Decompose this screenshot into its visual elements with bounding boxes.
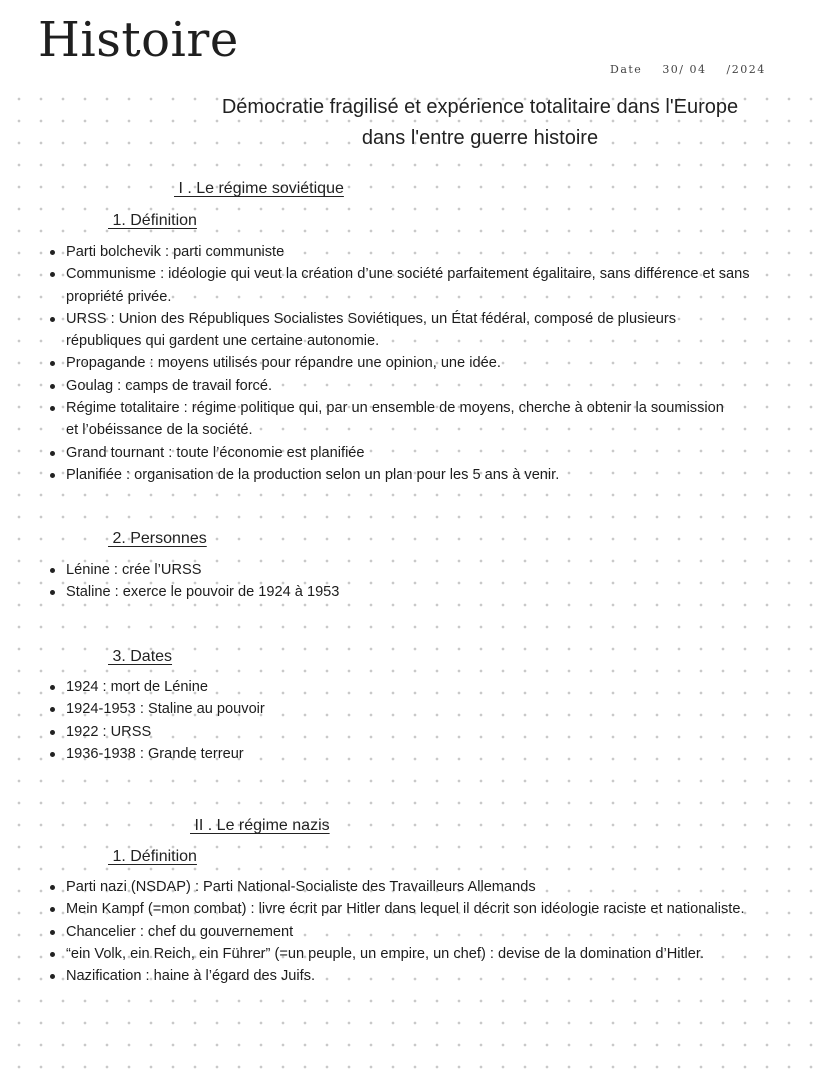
bullet-icon [50, 752, 55, 757]
section-2-definition-heading: 1. Définition [108, 848, 197, 865]
list-item: Régime totalitaire : régime politique qui, par un ensemble de moyens, cherche à obtenir la soumission et l’obéissance de la société. [50, 397, 795, 442]
bullet-icon [50, 952, 55, 957]
bullet-icon [50, 590, 55, 595]
section-2-title: II . Le régime nazis [190, 817, 330, 834]
list-item: URSS : Union des Républiques Socialistes Soviétiques, un État fédéral, composé de plusieurs républiques qui gardent une certaine autonomie. [50, 308, 795, 353]
page-title: Histoire [38, 12, 239, 68]
bullet-icon [50, 930, 55, 935]
list-item: Parti nazi (NSDAP) : Parti National-Socialiste des Travailleurs Allemands [50, 876, 795, 898]
list-item: Planifiée : organisation de la production selon un plan pour les 5 ans à venir. [50, 464, 795, 486]
list-item: Propagande : moyens utilisés pour répandre une opinion, une idée. [50, 352, 795, 374]
list-item: Nazification : haine à l’égard des Juifs. [50, 965, 795, 987]
bullet-icon [50, 250, 55, 255]
list-item: Parti bolchevik : parti communiste [50, 241, 795, 263]
date-label: Date [610, 63, 643, 76]
section-1-dates-heading: 3. Dates [108, 648, 173, 665]
list-item: Goulag : camps de travail forcé. [50, 375, 795, 397]
section-1-personnes-list [50, 559, 795, 604]
section-1-definition-heading: 1. Définition [108, 212, 197, 229]
section-1-personnes-heading: 2. Personnes [108, 530, 207, 547]
section-2-definition-list [50, 876, 795, 987]
document-title-line-2: dans l'entre guerre histoire [361, 127, 599, 149]
date-day: 30/ [662, 63, 685, 76]
bullet-icon [50, 568, 55, 573]
date-field [610, 63, 766, 76]
document-title-line-1: Démocratie fragilisé et expérience totalitaire dans l'Europe [221, 96, 739, 118]
bullet-icon [50, 317, 55, 322]
list-item: 1936-1938 : Grande terreur [50, 743, 795, 765]
bullet-icon [50, 406, 55, 411]
bullet-icon [50, 885, 55, 890]
bullet-icon [50, 361, 55, 366]
list-item: Staline : exerce le pouvoir de 1924 à 1953 [50, 581, 795, 603]
bullet-icon [50, 907, 55, 912]
bullet-icon [50, 730, 55, 735]
section-1-title: I . Le régime soviétique [174, 180, 344, 197]
bullet-icon [50, 974, 55, 979]
bullet-icon [50, 707, 55, 712]
list-item: “ein Volk, ein Reich, ein Führer” (=un peuple, un empire, un chef) : devise de la domination d’Hitler. [50, 943, 795, 965]
section-1-definition-list [50, 241, 795, 486]
date-year: /2024 [726, 63, 766, 76]
bullet-icon [50, 473, 55, 478]
list-item: Grand tournant : toute l’économie est planifiée [50, 442, 795, 464]
bullet-icon [50, 451, 55, 456]
list-item: 1924-1953 : Staline au pouvoir [50, 698, 795, 720]
list-item: Mein Kampf (=mon combat) : livre écrit par Hitler dans lequel il décrit son idéologie raciste et nationaliste. [50, 898, 795, 920]
list-item: 1922 : URSS [50, 721, 795, 743]
date-month: 04 [689, 63, 707, 76]
list-item: Lénine : crée l’URSS [50, 559, 795, 581]
section-1-dates-list [50, 676, 795, 765]
list-item: 1924 : mort de Lénine [50, 676, 795, 698]
document-title [160, 92, 800, 154]
bullet-icon [50, 272, 55, 277]
list-item: Communisme : idéologie qui veut la création d’une société parfaitement égalitaire, sans différence et sans propriété privée. [50, 263, 795, 308]
list-item: Chancelier : chef du gouvernement [50, 921, 795, 943]
bullet-icon [50, 384, 55, 389]
bullet-icon [50, 685, 55, 690]
